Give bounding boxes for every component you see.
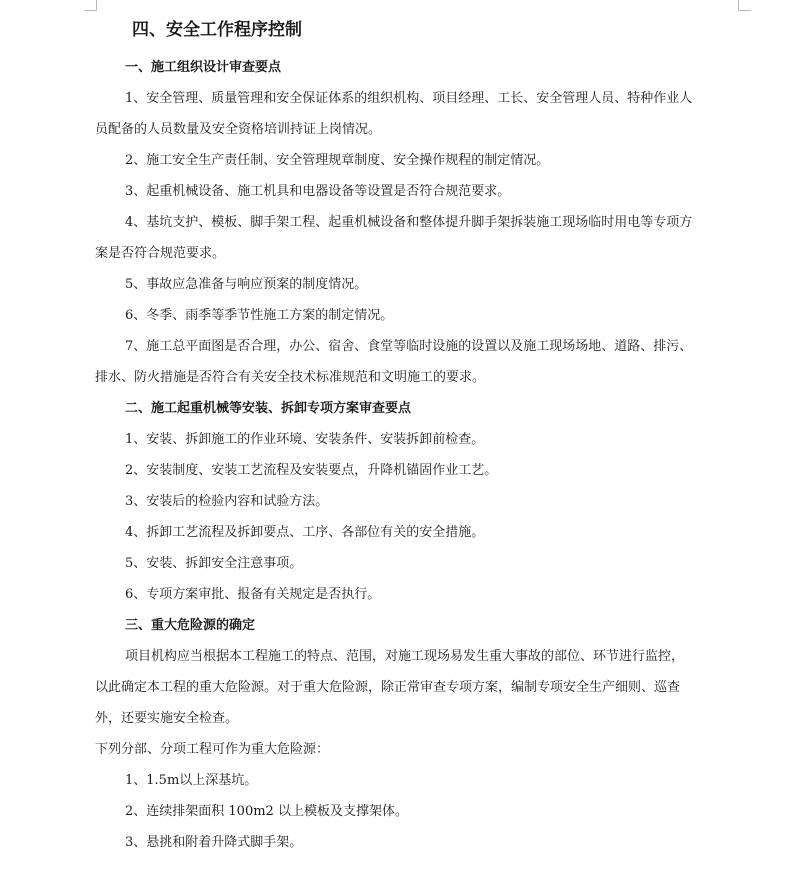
paragraph-line: 2、施工安全生产责任制、安全管理规章制度、安全操作规程的制定情况。 [125, 153, 550, 168]
paragraph-line: 员配备的人员数量及安全资格培训持证上岗情况。 [95, 122, 382, 137]
paragraph-line: 下列分部、分项工程可作为重大危险源： [95, 742, 330, 757]
paragraph-line: 2、连续排架面积 100m2 以上模板及支撑架体。 [125, 804, 408, 819]
paragraph-line: 1、1.5m以上深基坑。 [125, 773, 258, 788]
paragraph-line: 4、基坑支护、模板、脚手架工程、起重机械设备和整体提升脚手架拆装施工现场临时用电等专项方 [125, 215, 693, 230]
paragraph-line: 4、拆卸工艺流程及拆卸要点、工序、各部位有关的安全措施。 [125, 525, 485, 540]
section-heading: 三、重大危险源的确定 [125, 618, 256, 633]
page-title: 四、安全工作程序控制 [132, 20, 302, 40]
section-heading: 一、施工组织设计审查要点 [125, 60, 282, 75]
paragraph-line: 外，还要实施安全检查。 [95, 711, 239, 726]
page-corner-mark-right [738, 0, 751, 11]
page-corner-mark-left [84, 0, 97, 11]
paragraph-line: 1、安全管理、质量管理和安全保证体系的组织机构、项目经理、工长、安全管理人员、特种作业人 [125, 91, 693, 106]
paragraph-line: 3、起重机械设备、施工机具和电器设备等设置是否符合规范要求。 [125, 184, 511, 199]
paragraph-line: 6、冬季、雨季等季节性施工方案的制定情况。 [125, 308, 394, 323]
paragraph-line: 6、专项方案审批、报备有关规定是否执行。 [125, 587, 381, 602]
paragraph-line: 排水、防火措施是否符合有关安全技术标准规范和文明施工的要求。 [95, 370, 486, 385]
paragraph-line: 5、事故应急准备与响应预案的制度情况。 [125, 277, 368, 292]
paragraph-line: 1、安装、拆卸施工的作业环境、安装条件、安装拆卸前检查。 [125, 432, 485, 447]
paragraph-line: 3、悬挑和附着升降式脚手架。 [125, 835, 303, 850]
paragraph-line: 3、安装后的检验内容和试验方法。 [125, 494, 329, 509]
paragraph-line: 7、施工总平面图是否合理，办公、宿舍、食堂等临时设施的设置以及施工现场场地、道路、排污、 [125, 339, 693, 354]
paragraph-line: 2、安装制度、安装工艺流程及安装要点，升降机锚固作业工艺。 [125, 463, 498, 478]
paragraph-line: 以此确定本工程的重大危险源。对于重大危险源，除正常审查专项方案，编制专项安全生产细则、巡查 [95, 680, 681, 695]
document-body [95, 18, 735, 858]
paragraph-line: 5、安装、拆卸安全注意事项。 [125, 556, 303, 571]
paragraph-line: 案是否符合规范要求。 [95, 246, 226, 261]
section-heading: 二、施工起重机械等安装、拆卸专项方案审查要点 [125, 401, 412, 416]
paragraph-line: 项目机构应当根据本工程施工的特点、范围，对施工现场易发生重大事故的部位、环节进行监控， [125, 649, 685, 664]
section-list [95, 52, 735, 858]
